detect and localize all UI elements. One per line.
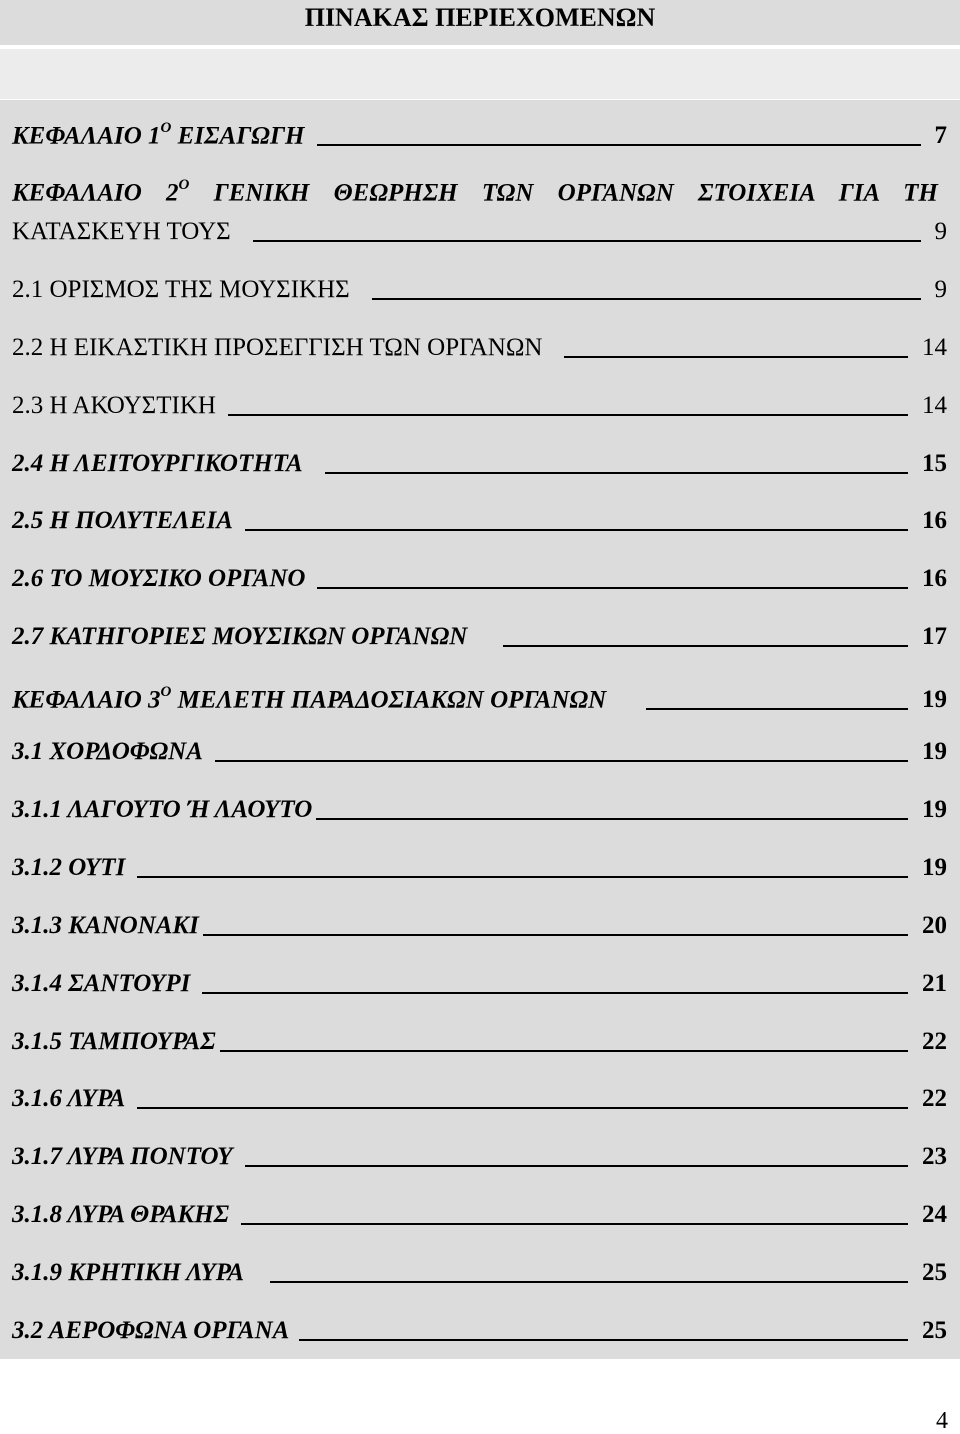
toc-page-number: 25 <box>922 1317 947 1344</box>
toc-leader <box>564 356 908 358</box>
toc-entry-text: 2.3 Η ΑΚΟΥΣΤΙΚΗ <box>12 392 216 419</box>
toc-leader <box>372 298 921 300</box>
toc-leader <box>228 414 908 416</box>
toc-entry-text: 3.1.9 ΚΡΗΤΙΚΗ ΛΥΡΑ <box>12 1259 245 1286</box>
toc-entry[interactable] <box>12 1201 947 1229</box>
toc-entry-text: 2.4 Η ΛΕΙΤΟΥΡΓΙΚΟΤΗΤΑ <box>12 450 303 477</box>
toc-entry[interactable] <box>12 334 947 362</box>
toc-page-number: 19 <box>922 686 947 714</box>
toc-leader <box>299 1339 908 1341</box>
toc-leader <box>270 1281 908 1283</box>
toc-leader <box>316 818 908 820</box>
page-title: ΠΙΝΑΚΑΣ ΠΕΡΙΕΧΟΜΕΝΩΝ <box>304 3 656 32</box>
toc-page-number: 16 <box>922 507 947 534</box>
toc-page-number: 14 <box>922 392 947 419</box>
toc-entry-text: 3.1 ΧΟΡΔΟΦΩΝΑ <box>12 738 203 765</box>
toc-leader <box>245 1165 908 1167</box>
toc-entry[interactable] <box>12 1028 947 1056</box>
toc-leader <box>245 529 908 531</box>
toc-entry-chapter-1[interactable] <box>12 116 947 150</box>
toc-entry[interactable] <box>12 796 947 824</box>
toc-entry[interactable] <box>12 1143 947 1171</box>
toc-page-number: 22 <box>922 1028 947 1055</box>
toc-entry[interactable] <box>12 854 947 882</box>
blank-band <box>0 49 960 99</box>
toc-entry-text: 2.6 ΤΟ ΜΟΥΣΙΚΟ ΟΡΓΑΝΟ <box>12 565 306 592</box>
toc-entry[interactable] <box>12 565 947 593</box>
toc-entry-text: 3.1.1 ΛΑΓΟΥΤΟ Ή ΛΑΟΥΤΟ <box>12 796 313 823</box>
toc-page-number: 9 <box>934 218 947 245</box>
toc-entry-text: 3.1.2 ΟΥΤΙ <box>12 854 126 881</box>
toc-leader <box>317 144 921 146</box>
toc-leader <box>203 934 908 936</box>
toc-page-number: 9 <box>934 276 947 303</box>
toc-entry[interactable] <box>12 1259 947 1287</box>
toc-entry[interactable] <box>12 392 947 420</box>
toc-page-number: 24 <box>922 1201 947 1228</box>
toc-entry-text: 2.7 ΚΑΤΗΓΟΡΙΕΣ ΜΟΥΣΙΚΩΝ ΟΡΓΑΝΩΝ <box>12 623 468 650</box>
toc-page-number: 19 <box>922 796 947 823</box>
toc-leader <box>215 760 908 762</box>
toc-entry[interactable] <box>12 623 947 651</box>
toc-entry-text: 3.1.7 ΛΥΡΑ ΠΟΝΤΟΥ <box>12 1143 233 1170</box>
toc-leader <box>325 472 908 474</box>
toc-entry-chapter-2[interactable] <box>12 173 947 207</box>
toc-entry[interactable] <box>12 276 947 304</box>
page-number: 4 <box>936 1408 948 1434</box>
title-band <box>0 0 960 45</box>
toc-entry-text: ΚΕΦΑΛΑΙΟ $3^O$ ΜΕΛΕΤΗ ΠΑΡΑΔΟΣΙΑΚΩΝ ΟΡΓΑΝΩΝ <box>12 684 607 714</box>
toc-entry-text: 3.2 ΑΕΡΟΦΩΝΑ ΟΡΓΑΝΑ <box>12 1317 290 1344</box>
toc-leader <box>253 240 921 242</box>
toc-page-number: 16 <box>922 565 947 592</box>
toc-entry[interactable] <box>12 450 947 478</box>
toc-entry[interactable] <box>12 970 947 998</box>
toc-leader <box>202 992 908 994</box>
toc-leader <box>241 1223 908 1225</box>
toc-page-number: 22 <box>922 1085 947 1112</box>
toc-entry-text: 2.5 Η ΠΟΛΥΤΕΛΕΙΑ <box>12 507 233 534</box>
toc-leader <box>220 1050 908 1052</box>
toc-leader <box>646 708 908 710</box>
toc-entry-text: ΚΕΦΑΛΑΙΟ $1^O$ ΕΙΣΑΓΩΓΗ <box>12 120 305 150</box>
toc-page-number: 17 <box>922 623 947 650</box>
toc-entry-text: 3.1.3 ΚΑΝΟΝΑΚΙ <box>12 912 199 939</box>
toc-page-number: 7 <box>934 122 947 150</box>
toc-entry[interactable] <box>12 912 947 940</box>
toc-page-number: 19 <box>922 738 947 765</box>
toc-entry[interactable] <box>12 738 947 766</box>
toc-leader <box>503 645 908 647</box>
toc-page-number: 23 <box>922 1143 947 1170</box>
toc-entry[interactable] <box>12 1317 947 1345</box>
toc-entry-text: 2.2 Η ΕΙΚΑΣΤΙΚΗ ΠΡΟΣΕΓΓΙΣΗ ΤΩΝ ΟΡΓΑΝΩΝ <box>12 334 543 361</box>
toc-entry-text: ΚΕΦΑΛΑΙΟ $2^O$ ΓΕΝΙΚΗ ΘΕΩΡΗΣΗ ΤΩΝ ΟΡΓΑΝΩΝ ΣΤΟΙΧΕΙΑ ΓΙΑ ΤΗ <box>12 177 938 207</box>
toc-entry-text: 3.1.5 ΤΑΜΠΟΥΡΑΣ <box>12 1028 216 1055</box>
toc-page-number: 15 <box>922 450 947 477</box>
toc-entry-text: ΚΑΤΑΣΚΕΥΗ ΤΟΥΣ <box>12 218 231 245</box>
toc-entry-text: 2.1 ΟΡΙΣΜΟΣ ΤΗΣ ΜΟΥΣΙΚΗΣ <box>12 276 350 303</box>
toc-page-number: 19 <box>922 854 947 881</box>
toc-page-number: 14 <box>922 334 947 361</box>
toc-page-number: 21 <box>922 970 947 997</box>
toc-page-number: 20 <box>922 912 947 939</box>
toc-leader <box>137 1107 908 1109</box>
toc-entry-text: 3.1.8 ΛΥΡΑ ΘΡΑΚΗΣ <box>12 1201 230 1228</box>
toc-entry-chapter-2-line2[interactable] <box>12 218 947 246</box>
toc-page-number: 25 <box>922 1259 947 1286</box>
toc-leader <box>137 876 908 878</box>
toc-entry[interactable] <box>12 1085 947 1113</box>
toc-entry[interactable] <box>12 507 947 535</box>
toc-entry-text: 3.1.6 ΛΥΡΑ <box>12 1085 126 1112</box>
toc-entry-chapter-3[interactable] <box>12 680 947 714</box>
toc-leader <box>317 587 908 589</box>
toc-entry-text: 3.1.4 ΣΑΝΤΟΥΡΙ <box>12 970 191 997</box>
